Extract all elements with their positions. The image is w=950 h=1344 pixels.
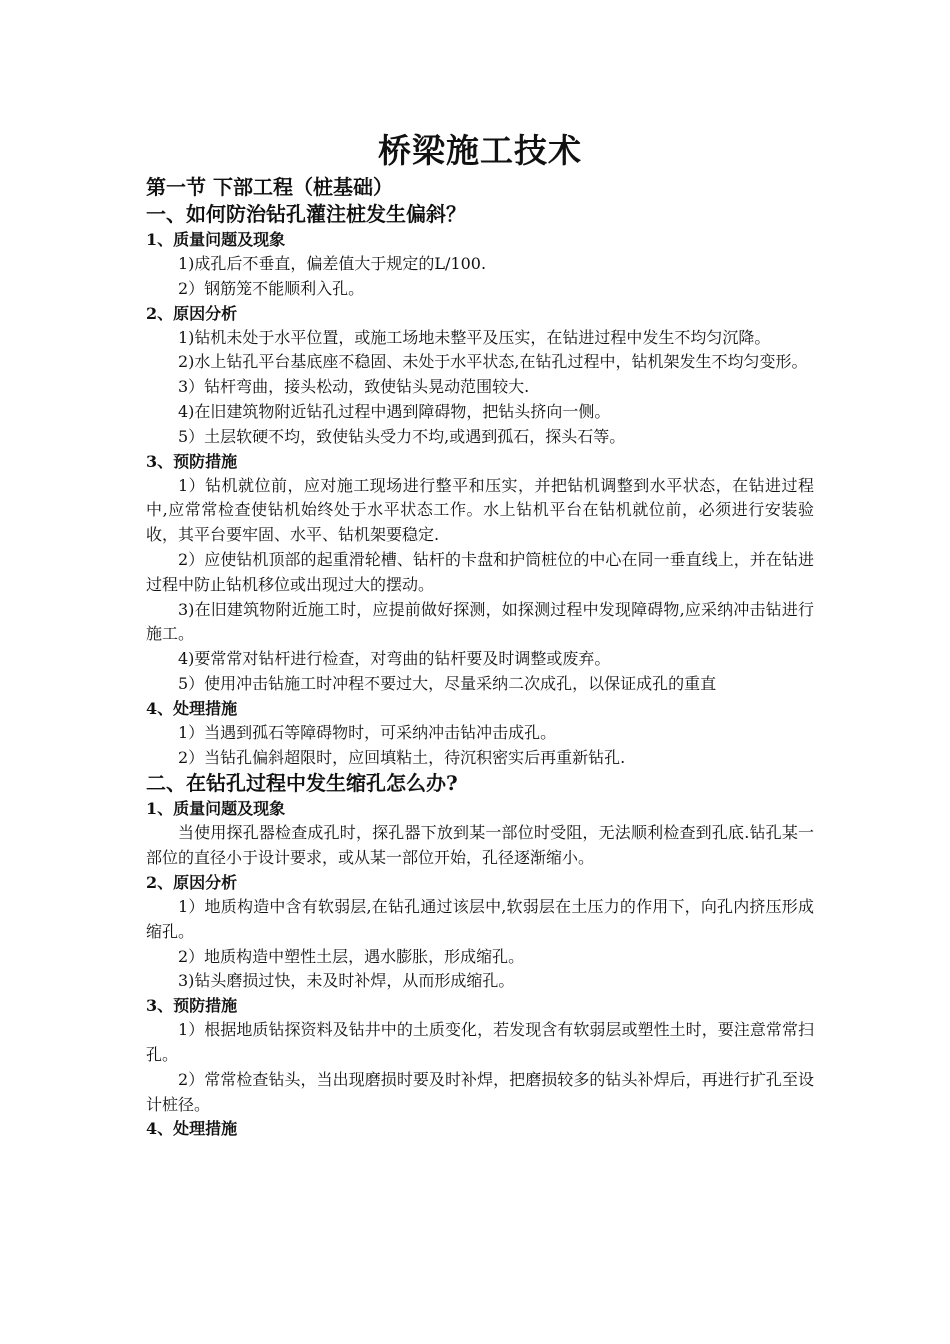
document-title: 桥梁施工技术 [378,131,582,170]
q2-subheading-phenomenon: 1、质量问题及现象 [146,799,286,819]
q2-prevention-item: 1）根据地质钻探资料及钻井中的土质变化，若发现含有软弱层或塑性土时，要注意常常扫孔。 [146,1020,814,1064]
q1-cause-item: 3）钻杆弯曲，接头松动，致使钻头晃动范围较大. [178,377,530,397]
q1-subheading-causes: 2、原因分析 [146,303,238,323]
section-heading: 第一节 下部工程（桩基础） [146,175,393,199]
q1-cause-item: 4)在旧建筑物附近钻孔过程中遇到障碍物，把钻头挤向一侧。 [178,401,611,421]
q1-subheading-treatment: 4、处理措施 [146,698,238,718]
q2-cause-item: 2）地质构造中塑性土层，遇水膨胀，形成缩孔。 [178,946,525,966]
q1-cause-item: 1)钻机未处于水平位置，或施工场地未整平及压实，在钻进过程中发生不均匀沉降。 [178,327,771,347]
q2-phenomenon-item: 当使用探孔器检查成孔时，探孔器下放到某一部位时受阻，无法顺利检查到孔底.钻孔某一部位的直径小于设计要求，或从某一部位开始，孔径逐渐缩小。 [146,823,814,868]
q1-subheading-phenomenon: 1、质量问题及现象 [146,230,286,249]
q1-phenomenon-item: 2）钢筋笼不能顺利入孔。 [178,278,365,298]
q2-subheading-causes: 2、原因分析 [146,872,238,892]
q1-prevention-item: 5）使用冲击钻施工时冲程不要过大，尽量采纳二次成孔，以保证成孔的重直 [178,673,717,693]
q2-subheading-treatment: 4、处理措施 [146,1119,238,1139]
q2-cause-item: 1）地质构造中含有软弱层,在钻孔通过该层中,软弱层在土压力的作用下，向孔内挤压形成缩孔。 [146,896,814,941]
document-page [146,128,814,1141]
question-2-heading: 二、在钻孔过程中发生缩孔怎么办? [146,771,458,796]
q1-subheading-prevention: 3、预防措施 [146,451,238,471]
q1-prevention-item: 2）应使钻机顶部的起重滑轮槽、钻杆的卡盘和护筒桩位的中心在同一垂直线上，并在钻进过程中防止钻机移位或出现过大的摆动。 [146,549,814,594]
q2-prevention-item: 2）常常检查钻头，当出现磨损时要及时补焊，把磨损较多的钻头补焊后，再进行扩孔至设计桩径。 [146,1069,814,1114]
q1-prevention-item: 3)在旧建筑物附近施工时，应提前做好探测，如探测过程中发现障碍物,应采纳冲击钻进行施工。 [146,599,814,644]
q2-cause-item: 3)钻头磨损过快，未及时补焊，从而形成缩孔。 [178,971,515,991]
question-1-heading: 一、如何防治钻孔灌注桩发生偏斜？ [146,202,466,226]
q1-treatment-item: 2）当钻孔偏斜超限时，应回填粘土，待沉积密实后再重新钻孔. [178,747,626,767]
q1-treatment-item: 1）当遇到孤石等障碍物时，可采纳冲击钻冲击成孔。 [178,722,557,742]
q1-cause-item: 2)水上钻孔平台基底座不稳固、未处于水平状态,在钻孔过程中，钻机架发生不均匀变形。 [178,352,808,372]
q2-subheading-prevention: 3、预防措施 [146,996,238,1016]
q1-phenomenon-item: 1)成孔后不垂直，偏差值大于规定的L/100. [178,254,487,273]
q1-prevention-item: 1）钻机就位前，应对施工现场进行整平和压实，并把钻机调整到水平状态，在钻进过程中,应常常检查使钻机始终处于水平状态工作。水上钻机平台在钻机就位前，必须进行安装验收，其平台要牢固、水平、钻机架要稳定. [146,475,814,545]
q1-prevention-item: 4)要常常对钻杆进行检查，对弯曲的钻杆要及时调整或废弃。 [178,649,611,669]
q1-cause-item: 5）土层软硬不均，致使钻头受力不均,或遇到孤石，探头石等。 [178,426,626,446]
